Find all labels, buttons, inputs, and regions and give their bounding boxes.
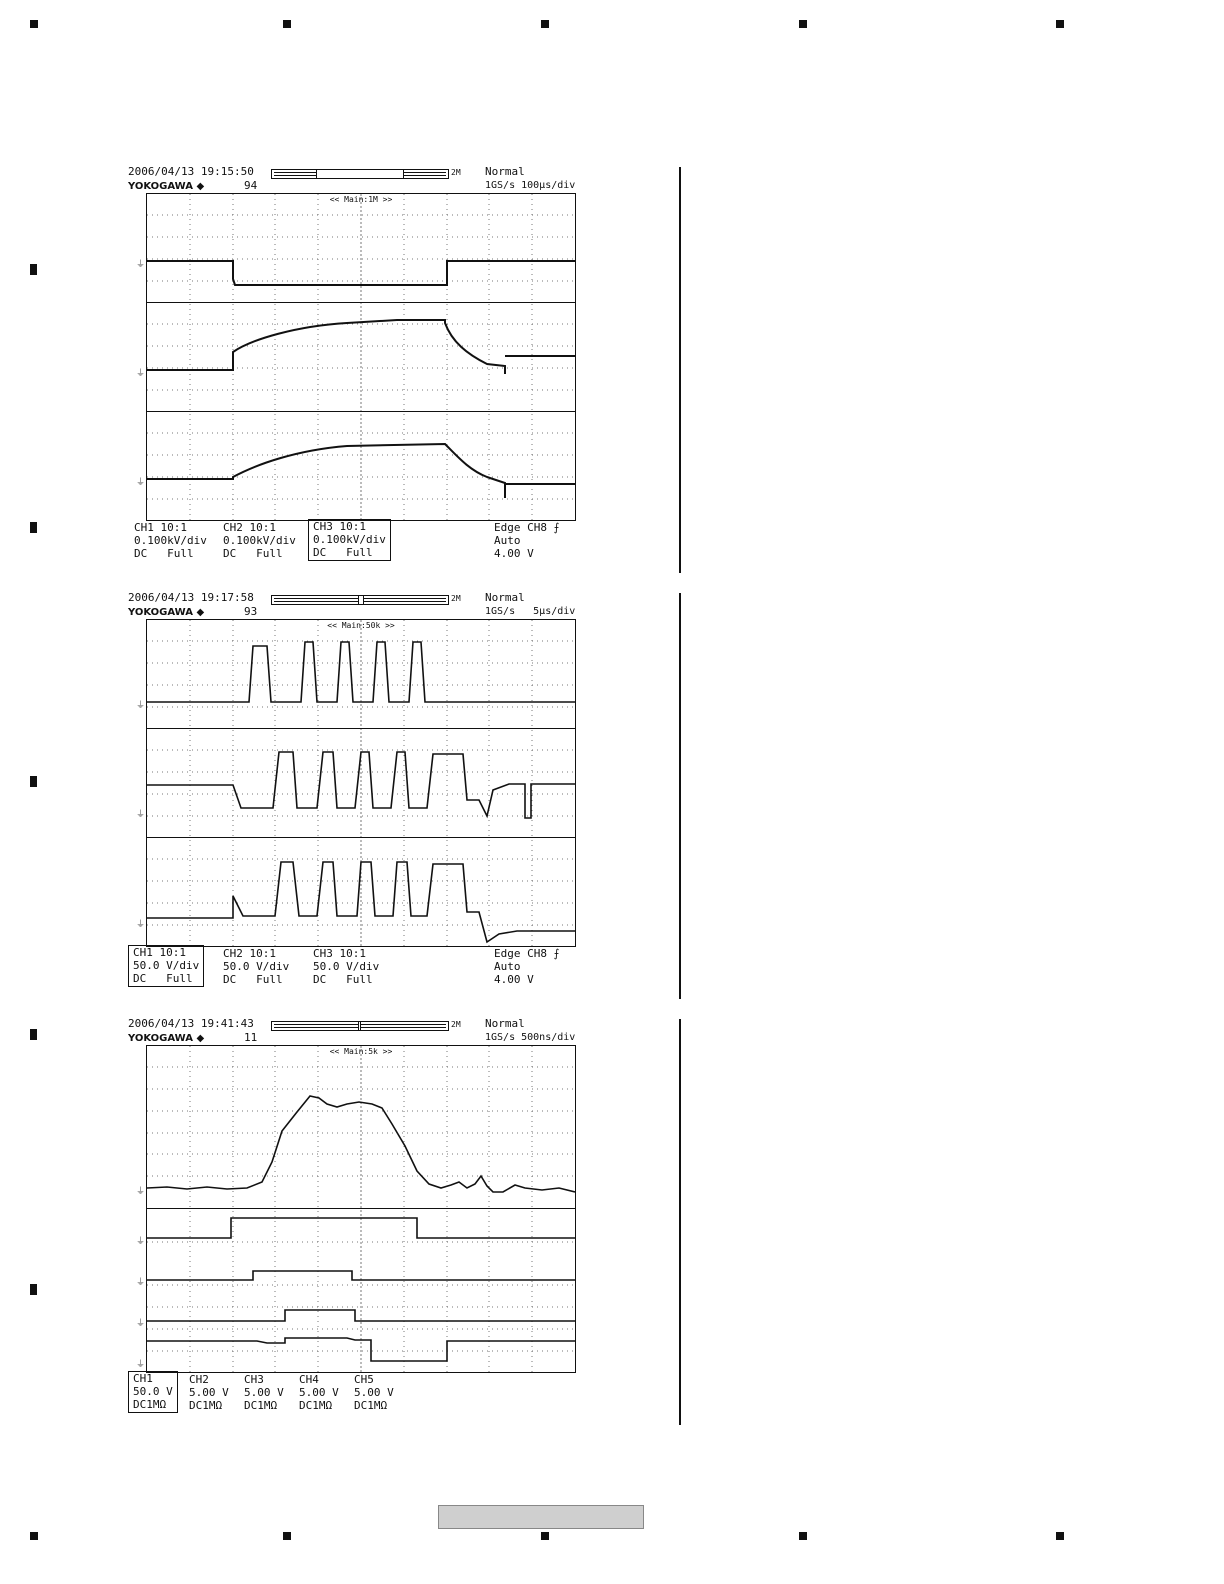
registration-mark — [283, 20, 291, 28]
divider-line — [679, 593, 681, 999]
oscilloscope-capture-1 — [126, 165, 578, 569]
capture-datetime: 2006/04/13 19:17:58 — [128, 591, 254, 604]
record-length: 2M — [451, 168, 461, 177]
acquisition-mode: Normal — [485, 591, 525, 604]
waveform-display — [146, 619, 576, 947]
record-position-bar — [271, 169, 449, 179]
acquisition-count: 93 — [244, 605, 258, 618]
side-mark — [30, 1029, 37, 1040]
sample-rate-timebase: 1GS/s 500ns/div — [485, 1032, 576, 1043]
ground-marker: ⏚ — [136, 260, 146, 270]
registration-mark — [1056, 1532, 1064, 1540]
channel-settings: CH2 10:1 0.100kV/div DC Full — [223, 521, 296, 560]
channel-settings: CH3 10:1 50.0 V/div DC Full — [313, 947, 380, 986]
ground-marker: ⏚ — [136, 478, 146, 488]
page-footer-bar — [438, 1505, 644, 1529]
zoom-label: << Main:1M >> — [329, 195, 393, 204]
sample-rate-timebase: 1GS/s 100µs/div — [485, 180, 576, 191]
record-position-bar — [271, 595, 449, 605]
brand-label: YOKOGAWA ◆ — [128, 607, 205, 618]
channel-settings-selected: CH3 10:1 0.100kV/div DC Full — [308, 519, 391, 561]
trigger-settings: Edge CH8 ⨍ Auto 4.00 V — [494, 521, 560, 560]
acquisition-mode: Normal — [485, 165, 525, 178]
registration-mark — [30, 1532, 38, 1540]
ground-marker: ⏚ — [136, 1360, 146, 1370]
registration-mark — [283, 1532, 291, 1540]
channel-settings-selected: CH1 50.0 V DC1MΩ — [128, 1371, 178, 1413]
side-mark — [30, 522, 37, 533]
registration-mark — [799, 1532, 807, 1540]
acquisition-mode: Normal — [485, 1017, 525, 1030]
channel-settings: CH3 5.00 V DC1MΩ — [244, 1373, 284, 1412]
channel-settings: CH1 10:1 0.100kV/div DC Full — [134, 521, 207, 560]
oscilloscope-capture-2 — [126, 591, 578, 995]
trigger-settings: Edge CH8 ⨍ Auto 4.00 V — [494, 947, 560, 986]
side-mark — [30, 776, 37, 787]
ground-marker: ⏚ — [136, 1278, 146, 1288]
registration-mark — [1056, 20, 1064, 28]
registration-mark — [541, 20, 549, 28]
side-mark — [30, 264, 37, 275]
channel-settings-selected: CH1 10:1 50.0 V/div DC Full — [128, 945, 204, 987]
waveform-plot — [147, 620, 575, 946]
waveform-display — [146, 1045, 576, 1373]
channel-settings: CH5 5.00 V DC1MΩ — [354, 1373, 394, 1412]
ground-marker: ⏚ — [136, 920, 146, 930]
zoom-label: << Main:50k >> — [327, 621, 395, 630]
record-length: 2M — [451, 594, 461, 603]
brand-label: YOKOGAWA ◆ — [128, 1033, 205, 1044]
ground-marker: ⏚ — [136, 1237, 146, 1247]
channel-settings: CH2 5.00 V DC1MΩ — [189, 1373, 229, 1412]
ground-marker: ⏚ — [136, 369, 146, 379]
waveform-plot — [147, 1046, 575, 1372]
divider-line — [679, 167, 681, 573]
zoom-label: << Main:5k >> — [329, 1047, 393, 1056]
channel-settings: CH4 5.00 V DC1MΩ — [299, 1373, 339, 1412]
brand-label: YOKOGAWA ◆ — [128, 181, 205, 192]
registration-mark — [30, 20, 38, 28]
ground-marker: ⏚ — [136, 810, 146, 820]
waveform-display — [146, 193, 576, 521]
capture-datetime: 2006/04/13 19:15:50 — [128, 165, 254, 178]
channel-settings: CH2 10:1 50.0 V/div DC Full — [223, 947, 290, 986]
divider-line — [679, 1019, 681, 1425]
ground-marker: ⏚ — [136, 1319, 146, 1329]
oscilloscope-capture-3 — [126, 1017, 578, 1421]
waveform-plot — [147, 194, 575, 520]
registration-mark — [799, 20, 807, 28]
ground-marker: ⏚ — [136, 1187, 146, 1197]
record-position-bar — [271, 1021, 449, 1031]
registration-mark — [541, 1532, 549, 1540]
acquisition-count: 94 — [244, 179, 258, 192]
acquisition-count: 11 — [244, 1031, 258, 1044]
ground-marker: ⏚ — [136, 701, 146, 711]
sample-rate-timebase: 1GS/s 5µs/div — [485, 606, 576, 617]
capture-datetime: 2006/04/13 19:41:43 — [128, 1017, 254, 1030]
side-mark — [30, 1284, 37, 1295]
record-length: 2M — [451, 1020, 461, 1029]
